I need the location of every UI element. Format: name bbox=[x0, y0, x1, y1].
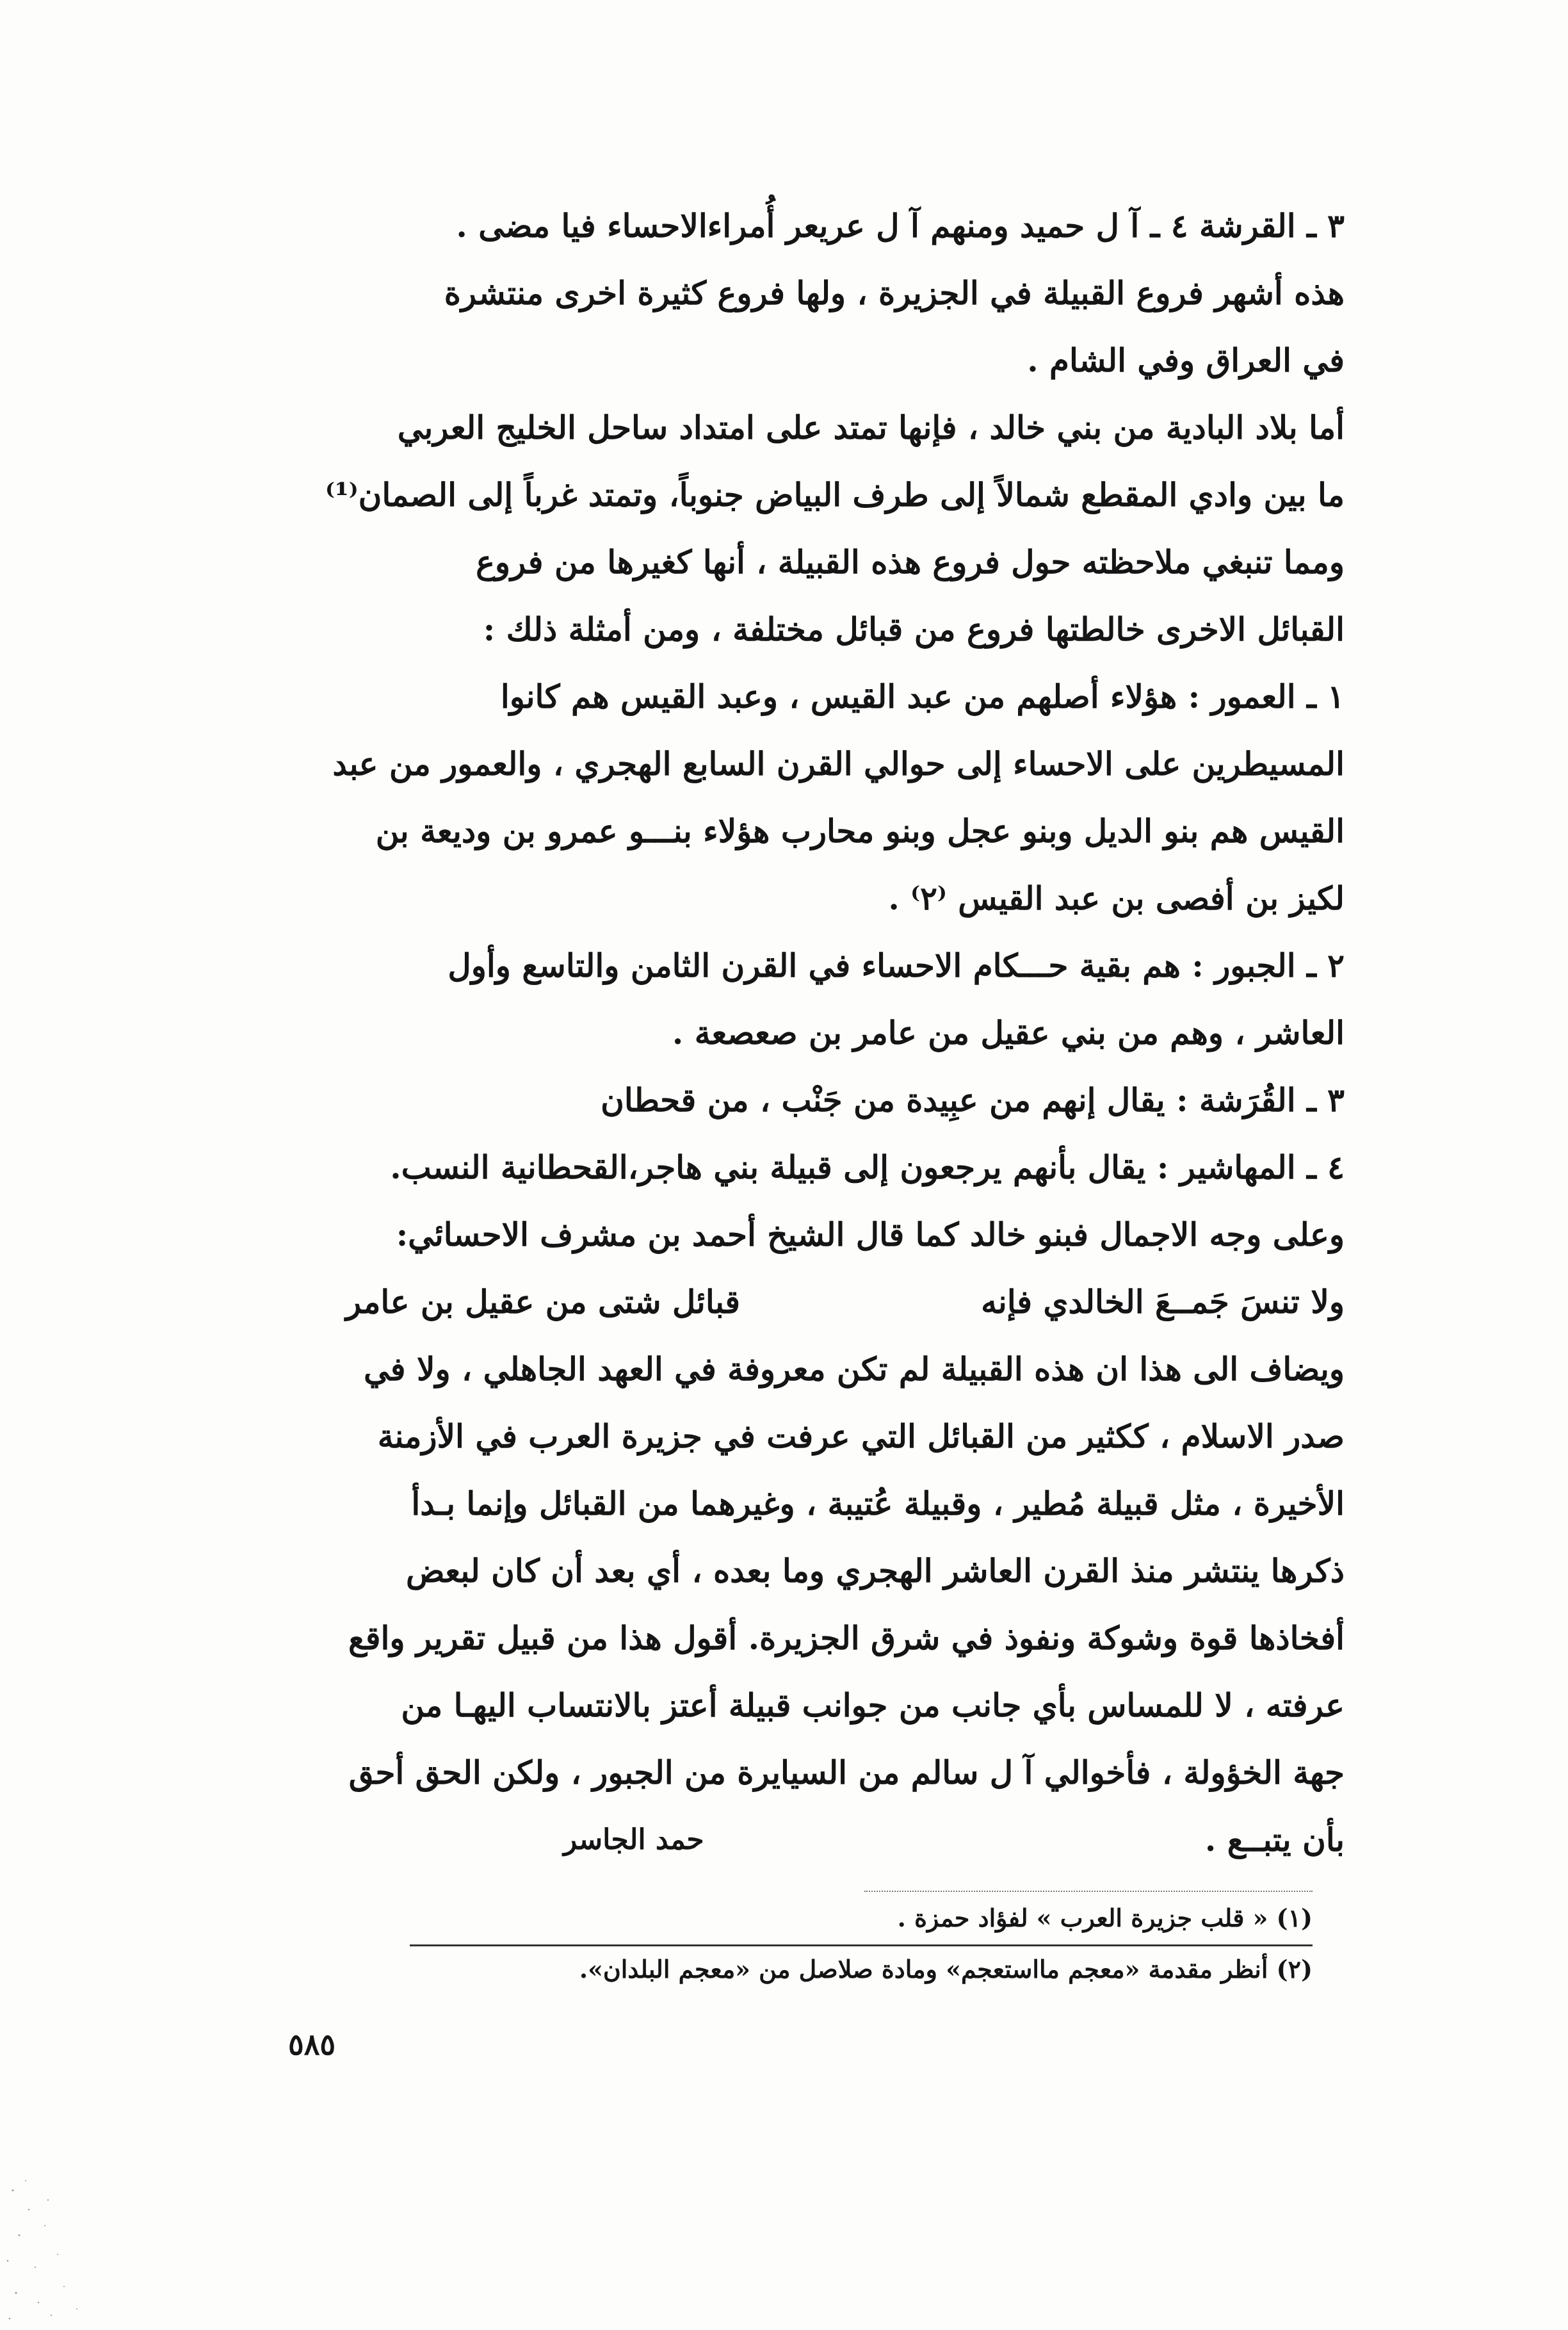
page-number: ٥٨٥ bbox=[288, 2027, 336, 2062]
body-line: أما بلاد البادية من بني خالد ، فإنها تمتد على امتداد ساحل الخليج العربي bbox=[397, 409, 1345, 446]
body-line: ١ ـ العمور : هؤلاء أصلهم من عبد القيس ، وعبد القيس هم كانوا bbox=[500, 678, 1345, 715]
footnotes bbox=[410, 1893, 1313, 1995]
body-line: ٣ ـ القُرَشة : يقال إنهم من عبِيدة من جَنْب ، من قحطان bbox=[601, 1081, 1345, 1119]
scan-noise-speckles bbox=[0, 2165, 115, 2330]
verse-second-hemistich: قبائل شتى من عقيل بن عامر bbox=[346, 1283, 741, 1321]
body-line: ويضاف الى هذا ان هذه القبيلة لم تكن معروفة في العهد الجاهلي ، ولا في bbox=[363, 1350, 1345, 1388]
verse-first-hemistich: ولا تنسَ جَمــعَ الخالدي فإنه bbox=[981, 1283, 1345, 1321]
body-line: المسيطرين على الاحساء إلى حوالي القرن السابع الهجري ، والعمور من عبد bbox=[332, 745, 1345, 783]
closing-row bbox=[243, 1806, 1345, 1873]
body-line: هذه أشهر فروع القبيلة في الجزيرة ، ولها فروع كثيرة اخرى منتشرة bbox=[444, 274, 1345, 312]
body-line: ٤ ـ المهاشير : يقال بأنهم يرجعون إلى قبيلة بني هاجر،القحطانية النسب. bbox=[390, 1148, 1345, 1186]
body-line: جهة الخؤولة ، فأخوالي آ ل سالم من السيايرة من الجبور ، ولكن الحق أحق bbox=[348, 1754, 1345, 1791]
body-line: في العراق وفي الشام . bbox=[1027, 341, 1345, 379]
body-line: الأخيرة ، مثل قبيلة مُطير ، وقبيلة عُتيبة ، وغيرهما من القبائل وإنما بـدأ bbox=[411, 1485, 1345, 1522]
body-text bbox=[243, 192, 1345, 1873]
body-line: ومما تنبغي ملاحظته حول فروع هذه القبيلة ، أنها كغيرها من فروع bbox=[476, 543, 1345, 581]
footnote-2: (٢) أنظر مقدمة «معجم مااستعجم» ومادة صلاصل من «معجم البلدان». bbox=[579, 1955, 1313, 1984]
body-line: أفخاذها قوة وشوكة ونفوذ في شرق الجزيرة. أقول هذا من قبيل تقرير واقع bbox=[348, 1619, 1345, 1657]
body-line: لكيز بن أفصى بن عبد القيس ⁽٢⁾ . bbox=[888, 879, 1345, 917]
body-line: ذكرها ينتشر منذ القرن العاشر الهجري وما بعده ، أي بعد أن كان لبعض bbox=[406, 1552, 1345, 1590]
footnote-1: (١) « قلب جزيرة العرب » لفؤاد حمزة . bbox=[897, 1903, 1313, 1932]
body-line: القبائل الاخرى خالطتها فروع من قبائل مختلفة ، ومن أمثلة ذلك : bbox=[483, 610, 1345, 648]
body-line: وعلى وجه الاجمال فبنو خالد كما قال الشيخ أحمد بن مشرف الاحسائي: bbox=[396, 1216, 1345, 1253]
poetry-verse bbox=[243, 1268, 1345, 1335]
body-line: ٢ ـ الجبور : هم بقية حـــكام الاحساء في القرن الثامن والتاسع وأول bbox=[448, 947, 1345, 984]
body-line: صدر الاسلام ، ككثير من القبائل التي عرفت في جزيرة العرب في الأزمنة bbox=[377, 1417, 1345, 1455]
final-line: بأن يتبــع . bbox=[1204, 1821, 1345, 1859]
author-signature: حمد الجاسر bbox=[563, 1823, 704, 1856]
body-line: العاشر ، وهم من بني عقيل من عامر بن صعصعة . bbox=[672, 1014, 1345, 1052]
body-line: ٣ ـ القرشة ٤ ـ آ ل حميد ومنهم آ ل عريعر أُمراءالاحساء فيا مضى . bbox=[456, 207, 1345, 245]
footnote-divider bbox=[864, 1891, 1313, 1892]
body-line: القيس هم بنو الديل وبنو عجل وبنو محارب هؤلاء بنـــو عمرو بن وديعة بن bbox=[375, 812, 1345, 850]
body-line: ما بين وادي المقطع شمالاً إلى طرف البياض جنوباً، وتمتد غرباً إلى الصمان⁽¹⁾ bbox=[325, 476, 1345, 514]
body-line: عرفته ، لا للمساس بأي جانب من جوانب قبيلة أعتز بالانتساب اليهـا من bbox=[401, 1686, 1345, 1724]
